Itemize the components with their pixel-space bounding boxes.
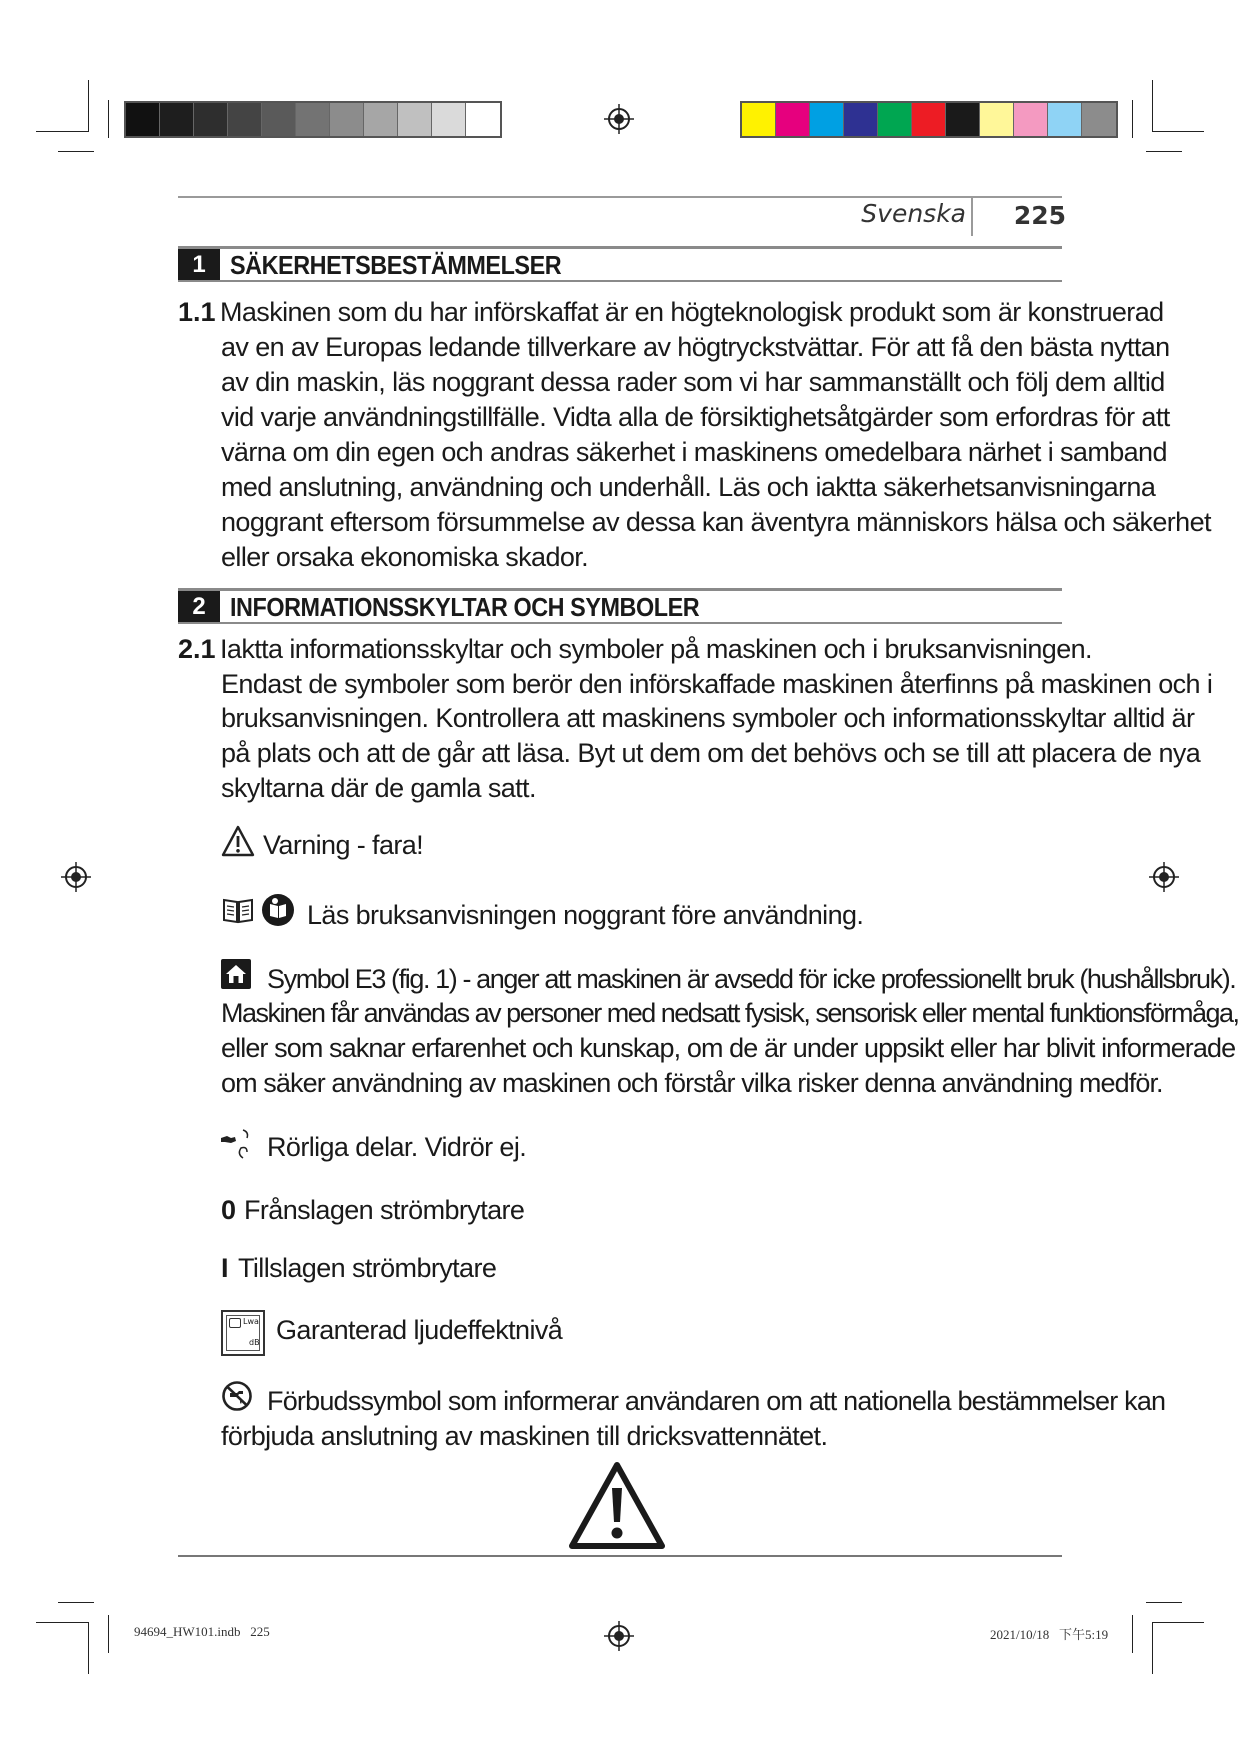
color-swatch xyxy=(228,103,262,136)
crop-mark xyxy=(1146,151,1182,152)
noise-icon-label: Lwa xyxy=(243,1317,259,1326)
footer-rule xyxy=(178,1555,1062,1557)
text-line: bruksanvisningen. Kontrollera att maskinens symboler och informationsskyltar alltid är xyxy=(221,703,1195,733)
paragraph-number: 1.1 xyxy=(178,297,216,327)
e3-text-line: Maskinen får användas av personer med nedsatt fysisk, sensorisk eller mental funktionsförmåga, xyxy=(221,998,1239,1028)
page-number: 225 xyxy=(1013,201,1066,230)
color-swatch xyxy=(878,103,912,136)
on-text: Tillslagen strömbrytare xyxy=(238,1253,497,1283)
crop-mark xyxy=(1152,131,1204,132)
paragraph-number: 2.1 xyxy=(178,634,216,664)
e3-text-line: Symbol E3 (fig. 1) - anger att maskinen är avsedd för icke professionellt bruk (hushållsbruk). xyxy=(267,964,1236,994)
text-line: med anslutning, användning och underhåll. Läs och iaktta säkerhetsanvisningarna xyxy=(221,472,1156,502)
text-line: Iaktta informationsskyltar och symboler på maskinen och i bruksanvisningen. xyxy=(220,634,1092,664)
language-label: Svenska xyxy=(861,199,966,228)
off-text: Frånslagen strömbrytare xyxy=(244,1195,525,1225)
text-line: av din maskin, läs noggrant dessa rader som vi har sammanställt och följ dem alltid xyxy=(221,367,1165,397)
color-swatch xyxy=(330,103,364,136)
color-swatch xyxy=(432,103,466,136)
home-icon xyxy=(221,959,251,989)
color-swatch xyxy=(1082,103,1116,136)
no-tap-water-icon xyxy=(221,1380,253,1412)
section-heading xyxy=(178,246,1062,282)
crop-mark xyxy=(108,100,109,138)
color-swatch xyxy=(126,103,160,136)
registration-mark-icon xyxy=(604,104,634,134)
color-calibration-bar xyxy=(740,101,1118,138)
warning-text: Varning - fara! xyxy=(263,830,424,860)
color-swatch xyxy=(296,103,330,136)
crop-mark xyxy=(88,80,89,132)
crop-mark xyxy=(58,151,94,152)
section-number: 1 xyxy=(178,249,220,280)
text-line: eller orsaka ekonomiska skador. xyxy=(221,542,589,572)
noise-level-icon xyxy=(221,1310,265,1356)
read-manual-text: Läs bruksanvisningen noggrant före användning. xyxy=(307,900,864,930)
footer-datetime: 2021/10/18 下午5:19 xyxy=(990,1627,1109,1642)
section-title: SÄKERHETSBESTÄMMELSER xyxy=(230,250,562,280)
noise-text: Garanterad ljudeffektnivå xyxy=(276,1315,563,1345)
moving-parts-icon xyxy=(219,1128,255,1160)
registration-mark-icon xyxy=(1149,862,1179,892)
e3-text-line: om säker användning av maskinen och förstår vilka risker denna användning medför. xyxy=(221,1068,1163,1098)
crop-mark xyxy=(58,1602,94,1603)
crop-mark xyxy=(1152,1622,1153,1674)
grayscale-calibration-bar xyxy=(124,101,502,138)
crop-mark xyxy=(1132,100,1133,138)
color-swatch xyxy=(262,103,296,136)
color-swatch xyxy=(1048,103,1082,136)
section-title: INFORMATIONSSKYLTAR OCH SYMBOLER xyxy=(230,592,700,622)
header-divider xyxy=(971,196,973,236)
moving-parts-text: Rörliga delar. Vidrör ej. xyxy=(267,1132,527,1162)
header-rule xyxy=(178,196,1062,198)
crop-mark xyxy=(108,1615,109,1653)
crop-mark xyxy=(1146,1602,1182,1603)
off-symbol: 0 xyxy=(221,1195,236,1225)
crop-mark xyxy=(1152,1622,1204,1623)
section-heading xyxy=(178,588,1062,624)
registration-mark-icon xyxy=(604,1621,634,1651)
text-line: av en av Europas ledande tillverkare av högtryckstvättar. För att få den bästa nyttan xyxy=(221,332,1170,362)
color-swatch xyxy=(810,103,844,136)
text-line: vid varje användningstillfälle. Vidta alla de försiktighetsåtgärder som erfordras för att xyxy=(221,402,1170,432)
noise-icon-label: dB xyxy=(249,1338,260,1347)
color-swatch xyxy=(742,103,776,136)
book-icon xyxy=(221,896,255,924)
text-line: Maskinen som du har införskaffat är en högteknologisk produkt som är konstruerad xyxy=(220,297,1164,327)
crop-mark xyxy=(1132,1615,1133,1653)
color-swatch xyxy=(980,103,1014,136)
crop-mark xyxy=(1152,80,1153,132)
color-swatch xyxy=(1014,103,1048,136)
text-line: noggrant eftersom försummelse av dessa kan äventyra människors hälsa och säkerhet xyxy=(221,507,1211,537)
text-line: skyltarna där de gamla satt. xyxy=(221,773,536,803)
color-swatch xyxy=(844,103,878,136)
text-line: Endast de symboler som berör den införskaffade maskinen återfinns på maskinen och i xyxy=(221,669,1213,699)
crop-mark xyxy=(88,1622,89,1674)
color-swatch xyxy=(946,103,980,136)
color-swatch xyxy=(776,103,810,136)
large-warning-triangle-icon xyxy=(567,1460,667,1550)
color-swatch xyxy=(364,103,398,136)
crop-mark xyxy=(36,131,88,132)
color-swatch xyxy=(194,103,228,136)
color-swatch xyxy=(466,103,500,136)
color-swatch xyxy=(912,103,946,136)
footer-filename: 94694_HW101.indb 225 xyxy=(134,1624,270,1639)
e3-text-line: eller som saknar erfarenhet och kunskap, om de är under uppsikt eller har blivit informerade xyxy=(221,1033,1236,1063)
section-number: 2 xyxy=(178,591,220,622)
prohibition-text-line: förbjuda anslutning av maskinen till dricksvattennätet. xyxy=(221,1421,828,1451)
color-swatch xyxy=(398,103,432,136)
registration-mark-icon xyxy=(61,862,91,892)
text-line: på plats och att de går att läsa. Byt ut dem om det behövs och se till att placera de nya xyxy=(221,738,1201,768)
read-manual-icon xyxy=(261,893,295,927)
prohibition-text-line: Förbudssymbol som informerar användaren om att nationella bestämmelser kan xyxy=(267,1386,1166,1416)
color-swatch xyxy=(160,103,194,136)
on-symbol: I xyxy=(221,1253,228,1283)
text-line: värna om din egen och andras säkerhet i maskinens omedelbara närhet i samband xyxy=(221,437,1167,467)
crop-mark xyxy=(36,1622,88,1623)
warning-triangle-icon xyxy=(221,825,255,857)
